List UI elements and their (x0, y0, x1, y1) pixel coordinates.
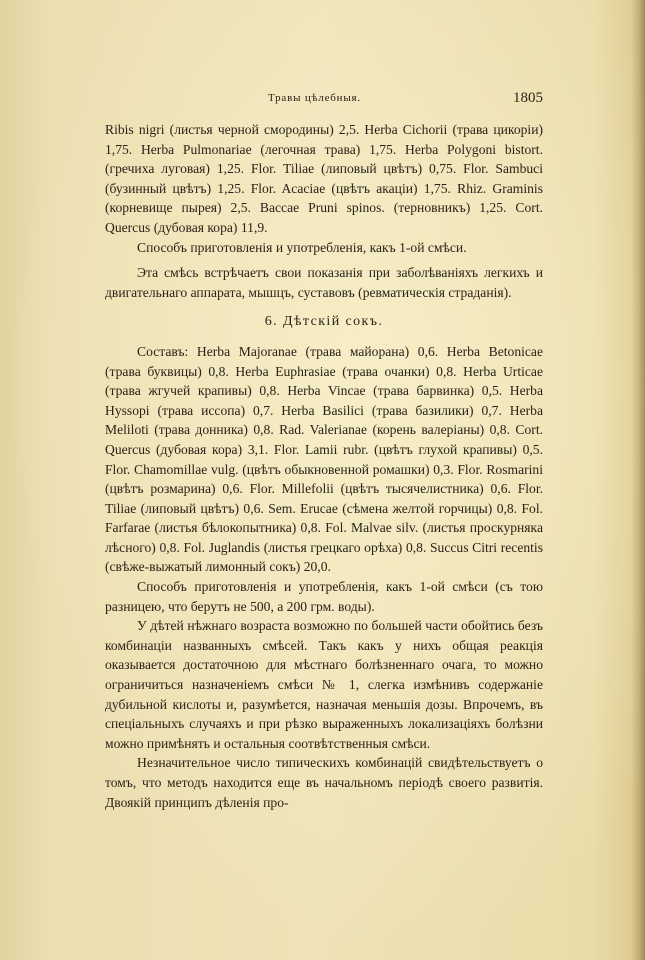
paragraph-children-note: У дѣтей нѣжнаго возраста возможно по большей части обойтись безъ комбинаціи названныхъ смѣсей. Такъ какъ у нихъ общая реакція оказывается достаточною для мѣстнаго болѣзненнаго очага, то можно ограничиться назначеніемъ смѣси № 1, слегка измѣнивъ содержаніе дубильной кислоты и, разумѣется, назначая меньшія дозы. Впрочемъ, въ спеціальныхъ случаяхъ и при рѣзко выраженныхъ локализаціяхъ болѣзни можно примѣнять и остальныя соотвѣтственныя смѣси. (105, 618, 543, 751)
paragraph-ingredients-continued: Ribis nigri (листья черной смородины) 2,5. Herba Cichorii (трава цикоріи) 1,75. Herba Pulmonariae (легочная трава) 1,75. Herba Polygoni bistort. (гречиха луговая) 1,25. Flor. Tiliae (липовый цвѣтъ) 0,75. Flor. Sambuci (бузинный цвѣтъ) 1,25. Flor. Acaciae (цвѣтъ акаціи) 1,75. Rhiz. Graminis (корневище пырея) 2,5. Baccae Pruni spinos. (терновникъ) 1,25. Cort. Quercus (дубовая кора) 11,9. (105, 122, 543, 235)
paragraph-indications: Эта смѣсь встрѣчаетъ свои показанія при заболѣваніяхъ легкихъ и двигательнаго аппарата, мышцъ, суставовъ (ревматическія страданія). (105, 265, 543, 300)
paragraph-preparation-method: Способъ приготовленія и употребленія, какъ 1-ой смѣси. (137, 239, 467, 255)
paragraph-preparation-method-2: Способъ приготовленія и употребленія, какъ 1-ой смѣси (съ тою разницею, что берутъ не 500, а 200 грм. воды). (105, 579, 543, 614)
page-header (105, 90, 543, 112)
running-title: Травы цѣлебныя. (268, 92, 361, 104)
paragraph-composition: Составъ: Herba Majoranae (трава майорана) 0,6. Herba Betonicae (трава буквицы) 0,8. Herba Euphrasiae (трава очанки) 0,8. Herba Urticae (трава жгучей крапивы) 0,8. Herba Vincae (трава барвинка) 0,5. Herba Hyssopi (трава иссопа) 0,7. Herba Basilici (трава базилики) 0,7. Herba Meliloti (трава донника) 0,8. Rad. Valerianae (корень валеріаны) 0,8. Cort. Quercus (дубовая кора) 3,1. Flor. Lamii rubr. (цвѣтъ глухой крапивы) 0,5. Flor. Chamomillae vulg. (цвѣтъ обыкновенной ромашки) 0,3. Flor. Rosmarini (цвѣтъ розмарина) 0,6. Flor. Millefolii (цвѣтъ тысячелистника) 0,6. Flor. Tiliae (липовый цвѣтъ) 0,6. Sem. Erucae (сѣмена желтой горчицы) 0,8. Fol. Farfarae (листья бѣлокопытника) 0,8. Fol. Malvae silv. (листья проскурняка лѣсного) 0,8. Fol. Juglandis (листья грецкаго орѣха) 0,8. Succus Citri recentis (свѣже-выжатый лимонный сокъ) 20,0. (105, 343, 543, 575)
body-text (105, 120, 543, 812)
page-edge-shadow (631, 0, 645, 960)
paragraph-conclusion: Незначительное число типическихъ комбинацій свидѣтельствуетъ о томъ, что методъ находится еще въ начальномъ періодѣ своего развитія. Двоякій принципъ дѣленія про- (105, 755, 543, 810)
page-number: 1805 (513, 90, 543, 106)
section-heading: 6. Дѣтскій сокъ. (264, 314, 384, 330)
